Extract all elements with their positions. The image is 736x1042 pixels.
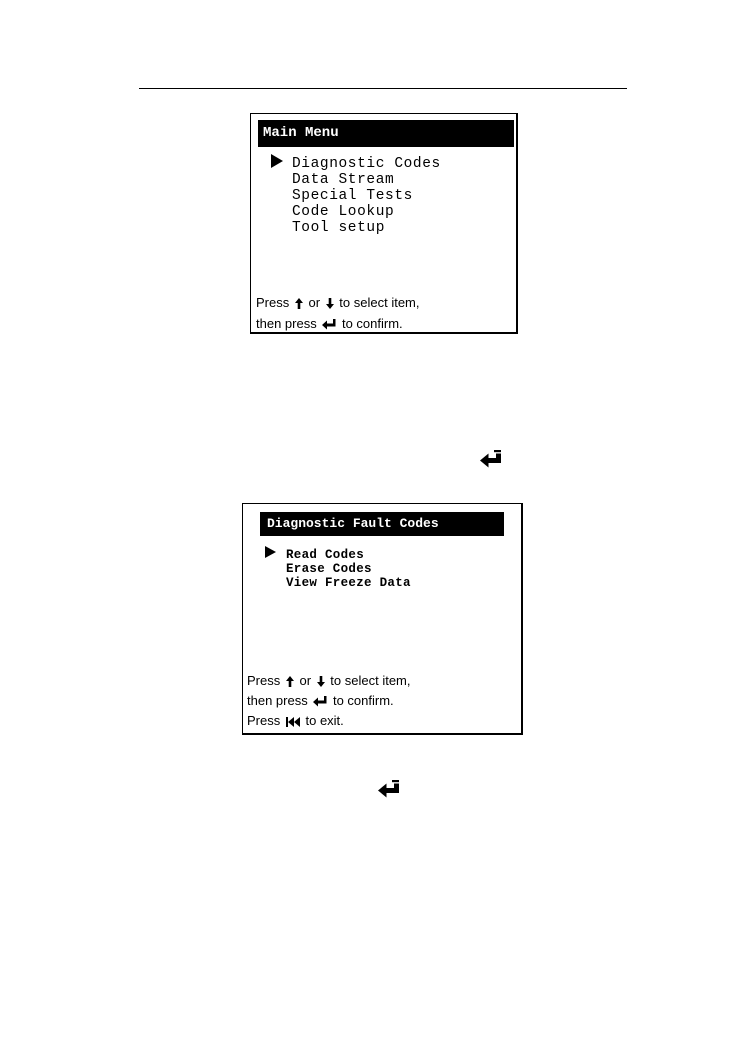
menu-item-read-codes[interactable]: Read Codes [286, 548, 365, 562]
menu-item-special-tests[interactable]: Special Tests [292, 188, 413, 204]
diagnostic-fault-codes-screen [242, 503, 523, 735]
menu-item-erase-codes[interactable]: Erase Codes [286, 562, 372, 576]
menu-item-code-lookup[interactable]: Code Lookup [292, 204, 395, 220]
help-line-select: Press or to select item, [256, 295, 420, 310]
up-arrow-icon [295, 298, 303, 309]
down-arrow-icon [326, 298, 334, 309]
menu-item-data-stream[interactable]: Data Stream [292, 172, 395, 188]
header-rule [139, 88, 627, 89]
enter-key-icon [480, 450, 502, 473]
help-line-confirm: then press to confirm. [247, 693, 394, 708]
enter-icon [322, 319, 336, 330]
selection-pointer-icon [271, 154, 283, 168]
help-text [256, 292, 420, 334]
help-line-exit: Press to exit. [247, 713, 344, 728]
fault-codes-menu-list [286, 548, 411, 590]
menu-item-diagnostic-codes[interactable]: Diagnostic Codes [292, 156, 441, 172]
enter-icon [313, 696, 327, 707]
help-line-confirm: then press to confirm. [256, 316, 403, 331]
menu-item-tool-setup[interactable]: Tool setup [292, 220, 386, 236]
main-menu-list [292, 156, 441, 236]
selection-pointer-icon [265, 546, 276, 558]
screen-title: Diagnostic Fault Codes [260, 512, 504, 536]
help-line-select: Press or to select item, [247, 673, 411, 688]
exit-back-icon [286, 717, 300, 727]
menu-item-view-freeze-data[interactable]: View Freeze Data [286, 576, 411, 590]
down-arrow-icon [317, 676, 325, 687]
enter-key-icon [378, 780, 400, 803]
help-text [247, 671, 411, 731]
main-menu-screen [250, 113, 518, 334]
up-arrow-icon [286, 676, 294, 687]
screen-title: Main Menu [258, 120, 514, 147]
